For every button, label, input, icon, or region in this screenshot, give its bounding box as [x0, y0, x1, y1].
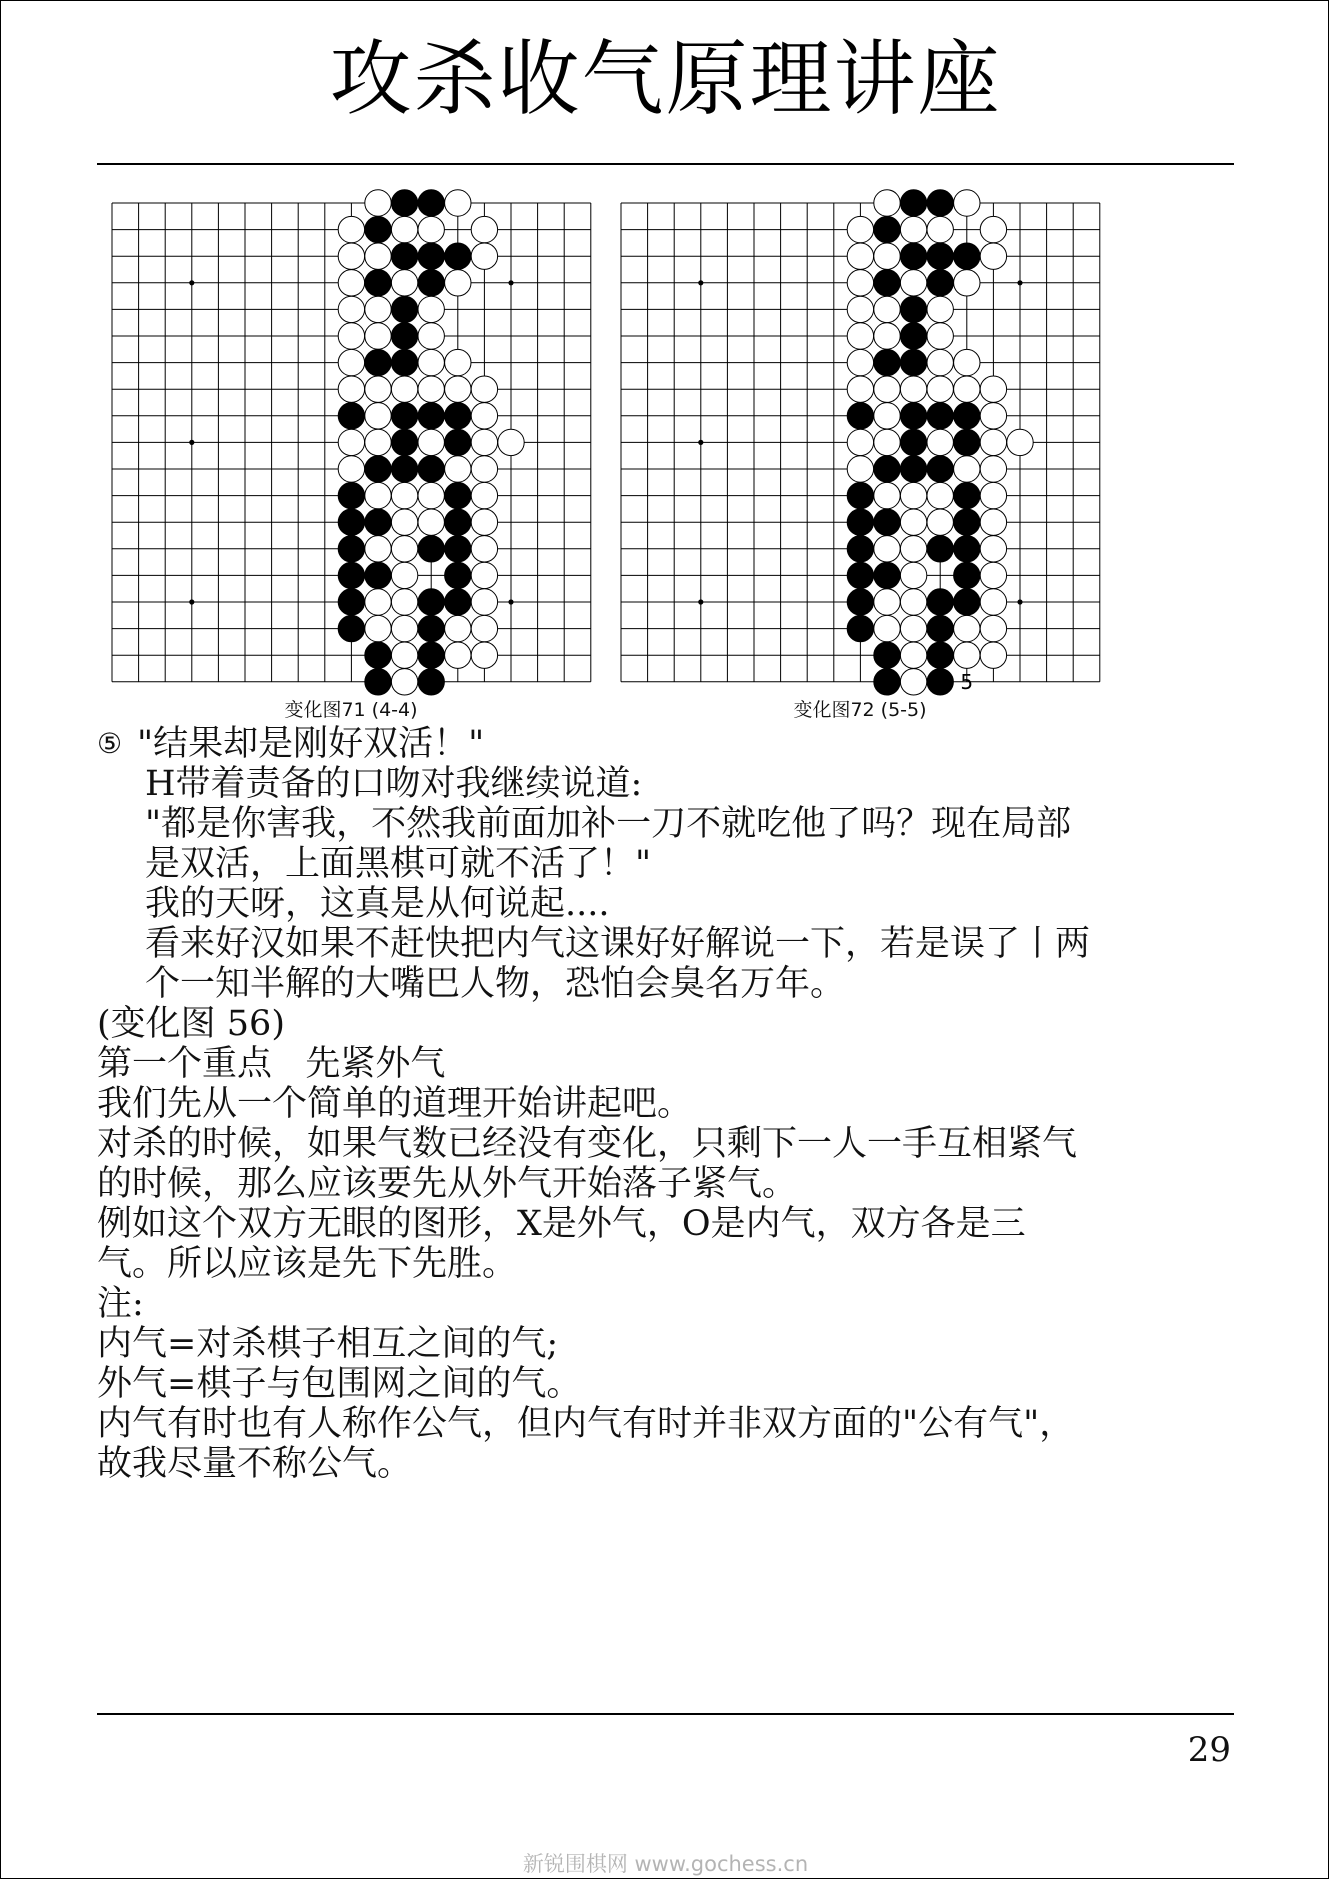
white-stone [927, 296, 953, 322]
white-stone [874, 296, 900, 322]
white-stone [847, 349, 873, 375]
text-line: (变化图 56) [97, 1004, 285, 1044]
white-stone [391, 376, 417, 402]
black-stone [391, 429, 417, 455]
stones [338, 190, 524, 695]
white-stone [980, 456, 1006, 482]
white-stone [418, 509, 444, 535]
black-stone [338, 615, 364, 641]
white-stone [338, 429, 364, 455]
black-stone [418, 589, 444, 615]
text-line: 外气=棋子与包围网之间的气。 [97, 1364, 582, 1404]
white-stone [847, 323, 873, 349]
white-stone [391, 615, 417, 641]
section-heading: 第一个重点 先紧外气 [97, 1044, 446, 1084]
white-stone [418, 376, 444, 402]
body-text [97, 724, 1257, 1484]
white-stone [874, 190, 900, 216]
star-point [189, 440, 194, 445]
white-stone [847, 296, 873, 322]
white-stone [927, 429, 953, 455]
white-stone [927, 376, 953, 402]
black-stone [874, 509, 900, 535]
black-stone [847, 536, 873, 562]
white-stone [338, 349, 364, 375]
white-stone [471, 482, 497, 508]
white-stone [471, 243, 497, 269]
white-stone [900, 216, 926, 242]
white-stone [338, 323, 364, 349]
text-line: 看来好汉如果不赶快把内气这课好好解说一下，若是误了丨两 [145, 924, 1091, 964]
white-stone [900, 615, 926, 641]
text-line [97, 724, 1257, 764]
white-stone [471, 615, 497, 641]
black-stone [927, 589, 953, 615]
footer-rule [97, 1713, 1234, 1715]
white-stone [980, 243, 1006, 269]
black-stone [927, 642, 953, 668]
star-point [698, 599, 703, 604]
black-stone [900, 349, 926, 375]
white-stone [980, 482, 1006, 508]
white-stone [338, 216, 364, 242]
black-stone [365, 349, 391, 375]
text-line: 我们先从一个简单的道理开始讲起吧。 [97, 1084, 693, 1124]
black-stone [391, 243, 417, 269]
white-stone [471, 642, 497, 668]
black-stone [445, 243, 471, 269]
white-stone [874, 615, 900, 641]
white-stone [874, 376, 900, 402]
black-stone [927, 669, 953, 695]
black-stone [365, 669, 391, 695]
black-stone [954, 243, 980, 269]
white-stone [471, 589, 497, 615]
white-stone [471, 376, 497, 402]
white-stone [980, 216, 1006, 242]
white-stone [847, 429, 873, 455]
white-stone [900, 509, 926, 535]
header-rule [97, 163, 1234, 165]
white-stone [445, 376, 471, 402]
black-stone [391, 349, 417, 375]
white-stone [365, 376, 391, 402]
black-stone [847, 509, 873, 535]
star-point [508, 599, 513, 604]
white-stone [365, 482, 391, 508]
white-stone [471, 562, 497, 588]
white-stone [847, 243, 873, 269]
star-point [698, 280, 703, 285]
watermark: 新锐围棋网 www.gochess.cn [522, 1852, 809, 1876]
white-stone [847, 270, 873, 296]
black-stone [847, 482, 873, 508]
text-line: 例如这个双方无眼的图形，X是外气，O是内气，双方各是三 [97, 1204, 1026, 1244]
white-stone [980, 376, 1006, 402]
black-stone [445, 589, 471, 615]
white-stone [954, 190, 980, 216]
text-line: 内气=对杀棋子相互之间的气; [97, 1324, 559, 1364]
black-stone [445, 509, 471, 535]
white-stone [471, 429, 497, 455]
white-stone [391, 642, 417, 668]
black-stone [338, 509, 364, 535]
black-stone [338, 536, 364, 562]
star-point [1017, 599, 1022, 604]
black-stone [874, 562, 900, 588]
white-stone [847, 456, 873, 482]
white-stone [954, 615, 980, 641]
black-stone [954, 482, 980, 508]
white-stone [471, 509, 497, 535]
white-stone [391, 509, 417, 535]
star-point [189, 599, 194, 604]
black-stone [927, 243, 953, 269]
black-stone [418, 190, 444, 216]
white-stone [980, 615, 1006, 641]
white-stone [445, 190, 471, 216]
white-stone [847, 216, 873, 242]
white-stone [445, 349, 471, 375]
white-stone [900, 536, 926, 562]
white-stone [927, 482, 953, 508]
text-line: "都是你害我，不然我前面加补一刀不就吃他了吗？现在局部 [145, 804, 1072, 844]
black-stone [927, 403, 953, 429]
black-stone [954, 403, 980, 429]
white-stone [954, 456, 980, 482]
white-stone [391, 270, 417, 296]
go-board-figure-71 [112, 203, 592, 683]
white-stone [445, 642, 471, 668]
black-stone [900, 456, 926, 482]
black-stone [954, 589, 980, 615]
black-stone [338, 589, 364, 615]
black-stone [927, 536, 953, 562]
figure-caption-71: 变化图71 (4-4) [284, 699, 418, 721]
star-point [698, 440, 703, 445]
white-stone [954, 642, 980, 668]
black-stone [954, 509, 980, 535]
white-stone [927, 509, 953, 535]
white-stone [900, 270, 926, 296]
black-stone [391, 190, 417, 216]
book-title: 攻杀收气原理讲座 [329, 32, 1002, 127]
white-stone [954, 349, 980, 375]
black-stone [874, 216, 900, 242]
figure-caption-72: 变化图72 (5-5) [793, 699, 927, 721]
white-stone [471, 536, 497, 562]
white-stone [874, 482, 900, 508]
text-line: 我的天呀，这真是从何说起.... [145, 884, 610, 924]
black-stone [900, 323, 926, 349]
white-stone [954, 270, 980, 296]
white-stone [471, 403, 497, 429]
white-stone [418, 296, 444, 322]
white-stone [365, 536, 391, 562]
white-stone [418, 482, 444, 508]
white-stone [338, 296, 364, 322]
black-stone [365, 270, 391, 296]
white-stone [874, 323, 900, 349]
black-stone [954, 562, 980, 588]
star-point [1017, 280, 1022, 285]
white-stone [900, 669, 926, 695]
text-line: 故我尽量不称公气。 [97, 1444, 413, 1484]
text-line-content: "结果却是刚好双活！" [137, 724, 485, 764]
white-stone [391, 589, 417, 615]
white-stone [338, 243, 364, 269]
white-stone [980, 562, 1006, 588]
white-stone [338, 270, 364, 296]
black-stone [418, 270, 444, 296]
white-stone [900, 642, 926, 668]
black-stone [927, 615, 953, 641]
black-stone [445, 536, 471, 562]
black-stone [418, 642, 444, 668]
white-stone [338, 376, 364, 402]
black-stone [391, 456, 417, 482]
star-point [508, 280, 513, 285]
white-stone [980, 509, 1006, 535]
white-stone [365, 323, 391, 349]
white-stone [954, 376, 980, 402]
white-stone [471, 216, 497, 242]
text-line: 个一知半解的大嘴巴人物，恐怕会臭名万年。 [145, 964, 846, 1004]
white-stone [471, 456, 497, 482]
text-line: 对杀的时候，如果气数已经没有变化，只剩下一人一手互相紧气 [97, 1124, 1078, 1164]
white-stone [498, 429, 524, 455]
black-stone [418, 669, 444, 695]
white-stone [927, 323, 953, 349]
white-stone [445, 615, 471, 641]
go-board-figure-72 [621, 203, 1101, 694]
text-line: 是双活，上面黑棋可就不活了！" [145, 844, 652, 884]
black-stone [874, 270, 900, 296]
white-stone [980, 403, 1006, 429]
white-stone [874, 403, 900, 429]
white-stone [338, 456, 364, 482]
black-stone [365, 642, 391, 668]
text-line: 气。所以应该是先下先胜。 [97, 1244, 518, 1284]
black-stone [418, 615, 444, 641]
white-stone [365, 243, 391, 269]
white-stone [365, 615, 391, 641]
black-stone [927, 270, 953, 296]
white-stone [365, 296, 391, 322]
black-stone [954, 429, 980, 455]
black-stone [900, 243, 926, 269]
stones [847, 190, 1033, 695]
black-stone [847, 562, 873, 588]
black-stone [365, 562, 391, 588]
white-stone [980, 536, 1006, 562]
star-point [189, 280, 194, 285]
white-stone [418, 429, 444, 455]
white-stone [927, 349, 953, 375]
black-stone [847, 403, 873, 429]
black-stone [338, 482, 364, 508]
black-stone [445, 403, 471, 429]
white-stone [900, 482, 926, 508]
white-stone [445, 456, 471, 482]
note-label: 注: [97, 1284, 144, 1324]
white-stone [365, 429, 391, 455]
text-line: H带着责备的口吻对我继续说道: [145, 764, 643, 804]
black-stone [874, 349, 900, 375]
black-stone [900, 429, 926, 455]
black-stone [391, 403, 417, 429]
white-stone [365, 589, 391, 615]
black-stone [874, 669, 900, 695]
black-stone [847, 615, 873, 641]
white-stone [847, 376, 873, 402]
white-stone [391, 536, 417, 562]
white-stone [900, 562, 926, 588]
white-stone [1007, 429, 1033, 455]
white-stone [391, 482, 417, 508]
black-stone [900, 403, 926, 429]
page-number: 29 [1187, 1730, 1231, 1770]
white-stone [365, 190, 391, 216]
white-stone [874, 589, 900, 615]
black-stone [927, 190, 953, 216]
white-stone [900, 376, 926, 402]
white-stone [418, 323, 444, 349]
white-stone [391, 216, 417, 242]
black-stone [391, 296, 417, 322]
black-stone [900, 190, 926, 216]
black-stone [900, 296, 926, 322]
black-stone [445, 429, 471, 455]
black-stone [418, 456, 444, 482]
white-stone [874, 243, 900, 269]
white-stone [418, 349, 444, 375]
black-stone [874, 642, 900, 668]
black-stone [927, 456, 953, 482]
black-stone [365, 216, 391, 242]
black-stone [365, 509, 391, 535]
white-stone [980, 642, 1006, 668]
step-marker: ⑤ [97, 727, 123, 760]
white-stone [365, 403, 391, 429]
black-stone [418, 403, 444, 429]
black-stone [847, 589, 873, 615]
black-stone [338, 403, 364, 429]
black-stone [418, 243, 444, 269]
white-stone [418, 216, 444, 242]
text-line: 的时候，那么应该要先从外气开始落子紧气。 [97, 1164, 798, 1204]
black-stone [445, 562, 471, 588]
black-stone [445, 482, 471, 508]
black-stone [954, 536, 980, 562]
white-stone [445, 270, 471, 296]
white-stone [980, 589, 1006, 615]
black-stone [874, 456, 900, 482]
white-stone [391, 669, 417, 695]
white-stone [874, 536, 900, 562]
black-stone [391, 323, 417, 349]
white-stone [927, 216, 953, 242]
black-stone [365, 456, 391, 482]
black-stone [338, 562, 364, 588]
white-stone [900, 589, 926, 615]
text-line: 内气有时也有人称作公气，但内气有时并非双方面的"公有气"， [97, 1404, 1075, 1444]
white-stone [980, 429, 1006, 455]
white-stone [874, 429, 900, 455]
white-stone [391, 562, 417, 588]
move-number-label: 4 [424, 536, 438, 561]
move-number-label: 5 [960, 669, 974, 694]
